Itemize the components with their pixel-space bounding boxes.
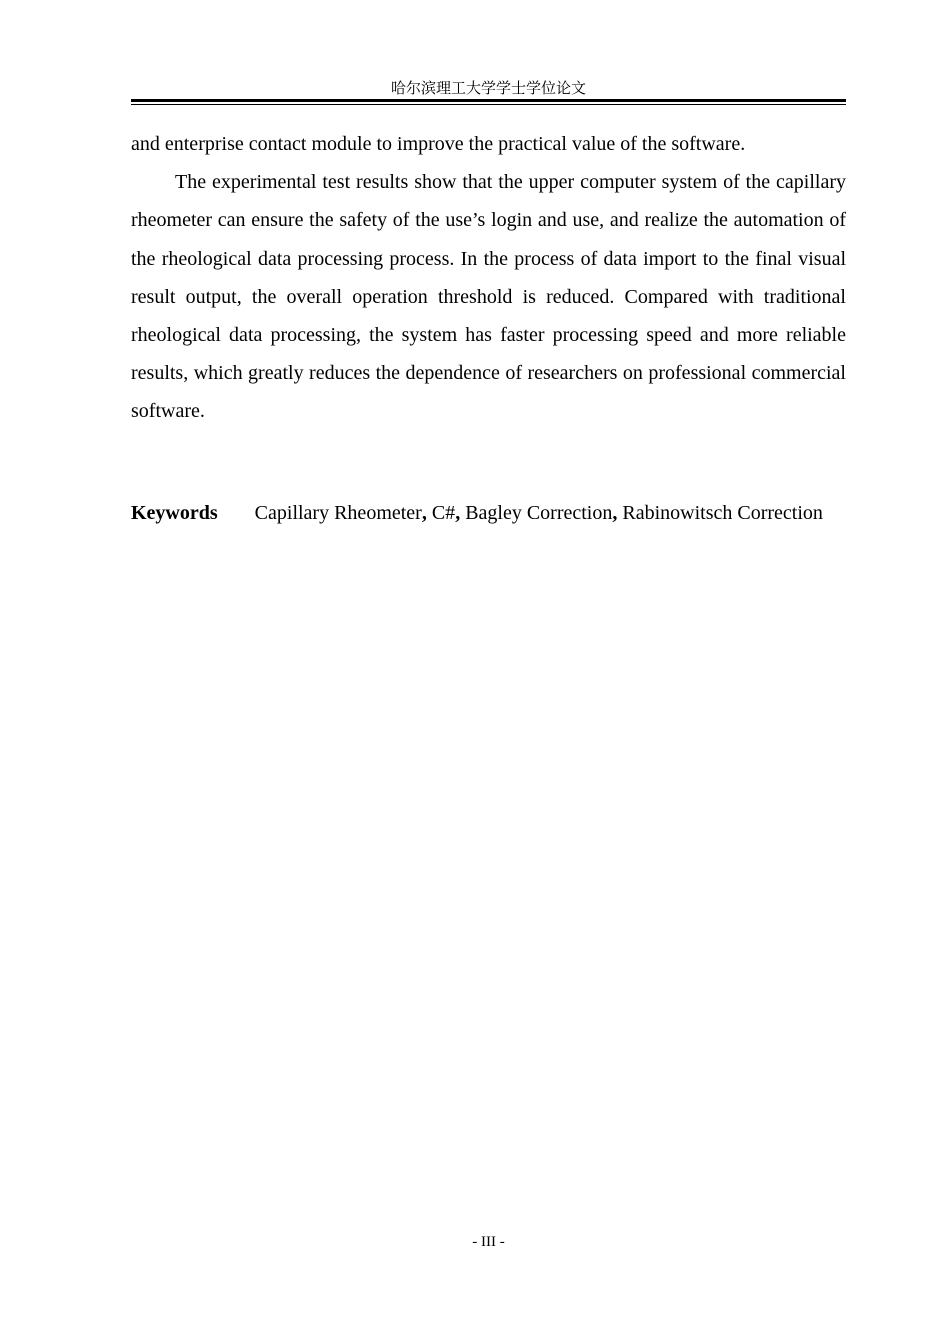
running-header: 哈尔滨理工大学学士学位论文 — [390, 79, 586, 97]
keyword-separator: , — [612, 502, 618, 524]
keyword-item: Capillary Rheometer — [254, 502, 422, 524]
abstract-body — [131, 125, 846, 431]
keyword-item: Rabinowitsch Correction — [622, 502, 823, 524]
paragraph-results: The experimental test results show that the upper computer system of the capillary rheometer can ensure the safety of the use’s login and use, and realize the automation of the rheological data processing process. In the process of data import to the final visual result output, the overall operation threshold is reduced. Compared with traditional rheological data processing, the system has faster processing speed and more reliable results, which greatly reduces the dependence of researchers on professional commercial software. — [131, 171, 846, 423]
page-number: - III - — [472, 1234, 505, 1250]
header-rule-thick — [131, 99, 846, 102]
keyword-item: Bagley Correction — [465, 502, 613, 524]
paragraph-continuation: and enterprise contact module to improve the practical value of the software. — [131, 133, 746, 155]
header-rule-thin — [131, 104, 846, 105]
keyword-item: C# — [431, 502, 456, 524]
keywords-line — [131, 498, 846, 529]
keyword-separator: , — [421, 502, 427, 524]
keyword-separator: , — [455, 502, 461, 524]
keywords-label: Keywords — [131, 502, 218, 524]
